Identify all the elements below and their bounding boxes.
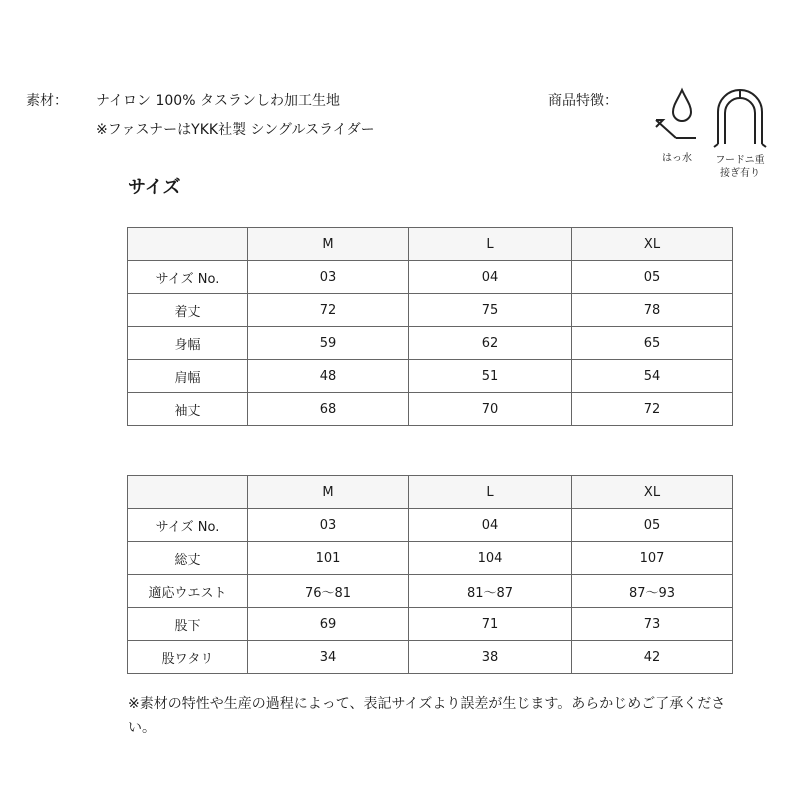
- table-header-cell: XL: [572, 228, 733, 261]
- table-cell: 73: [572, 608, 733, 641]
- table-cell: 05: [572, 509, 733, 542]
- row-label: 袖丈: [128, 393, 248, 426]
- table-row: [128, 360, 733, 393]
- row-label: 肩幅: [128, 360, 248, 393]
- table-header-cell: M: [248, 228, 409, 261]
- feature-double-hood: [708, 84, 772, 180]
- table-cell: 03: [248, 261, 409, 294]
- table-cell: 71: [409, 608, 572, 641]
- row-label: 適応ウエスト: [128, 575, 248, 608]
- table-cell: 62: [409, 327, 572, 360]
- bottom-size-table: [127, 475, 733, 674]
- row-label: 股ワタリ: [128, 641, 248, 674]
- table-cell: 51: [409, 360, 572, 393]
- table-header-cell: M: [248, 476, 409, 509]
- material-description: ナイロン 100% タスランしわ加工生地: [96, 93, 340, 109]
- feature-water-repellent: [645, 86, 709, 165]
- table-row: [128, 575, 733, 608]
- table-row: [128, 294, 733, 327]
- table-row: [128, 393, 733, 426]
- features-label: 商品特徴：: [548, 93, 618, 109]
- table-cell: 101: [248, 542, 409, 575]
- table-cell: 72: [248, 294, 409, 327]
- table-cell: 42: [572, 641, 733, 674]
- top-size-table: [127, 227, 733, 426]
- table-header-cell: L: [409, 228, 572, 261]
- table-header-row: [128, 228, 733, 261]
- table-cell: 04: [409, 261, 572, 294]
- table-cell: 81〜87: [409, 575, 572, 608]
- water-repellent-icon: [652, 86, 702, 146]
- table-header-cell: XL: [572, 476, 733, 509]
- row-label: 総丈: [128, 542, 248, 575]
- table-cell: 03: [248, 509, 409, 542]
- row-label: 股下: [128, 608, 248, 641]
- table-row: [128, 261, 733, 294]
- table-cell: 104: [409, 542, 572, 575]
- table-cell: 54: [572, 360, 733, 393]
- double-hood-caption-line1: フードニ重: [715, 155, 765, 166]
- table-header-cell: [128, 228, 248, 261]
- table-cell: 87〜93: [572, 575, 733, 608]
- table-cell: 65: [572, 327, 733, 360]
- row-label: サイズ No.: [128, 261, 248, 294]
- row-label: 着丈: [128, 294, 248, 327]
- material-label: 素材：: [26, 93, 68, 109]
- table-row: [128, 641, 733, 674]
- table-cell: 59: [248, 327, 409, 360]
- table-row: [128, 608, 733, 641]
- double-hood-icon: [712, 84, 768, 148]
- table-cell: 70: [409, 393, 572, 426]
- table-cell: 05: [572, 261, 733, 294]
- table-cell: 72: [572, 393, 733, 426]
- water-repellent-caption: はっ水: [662, 153, 692, 164]
- table-cell: 68: [248, 393, 409, 426]
- table-cell: 48: [248, 360, 409, 393]
- table-header-cell: [128, 476, 248, 509]
- table-row: [128, 327, 733, 360]
- table-cell: 76〜81: [248, 575, 409, 608]
- table-header-cell: L: [409, 476, 572, 509]
- table-cell: 75: [409, 294, 572, 327]
- zipper-note: ※ファスナーはYKK社製 シングルスライダー: [96, 122, 375, 138]
- table-cell: 04: [409, 509, 572, 542]
- table-header-row: [128, 476, 733, 509]
- table-cell: 107: [572, 542, 733, 575]
- table-cell: 69: [248, 608, 409, 641]
- table-cell: 78: [572, 294, 733, 327]
- size-disclaimer-note: ※素材の特性や生産の過程によって、表記サイズより誤差が生じます。あらかじめご了承ください。: [128, 696, 726, 736]
- table-cell: 34: [248, 641, 409, 674]
- size-section-title: サイズ: [128, 177, 181, 198]
- row-label: 身幅: [128, 327, 248, 360]
- double-hood-caption-line2: 接ぎ有り: [720, 168, 760, 179]
- table-row: [128, 542, 733, 575]
- table-cell: 38: [409, 641, 572, 674]
- row-label: サイズ No.: [128, 509, 248, 542]
- table-row: [128, 509, 733, 542]
